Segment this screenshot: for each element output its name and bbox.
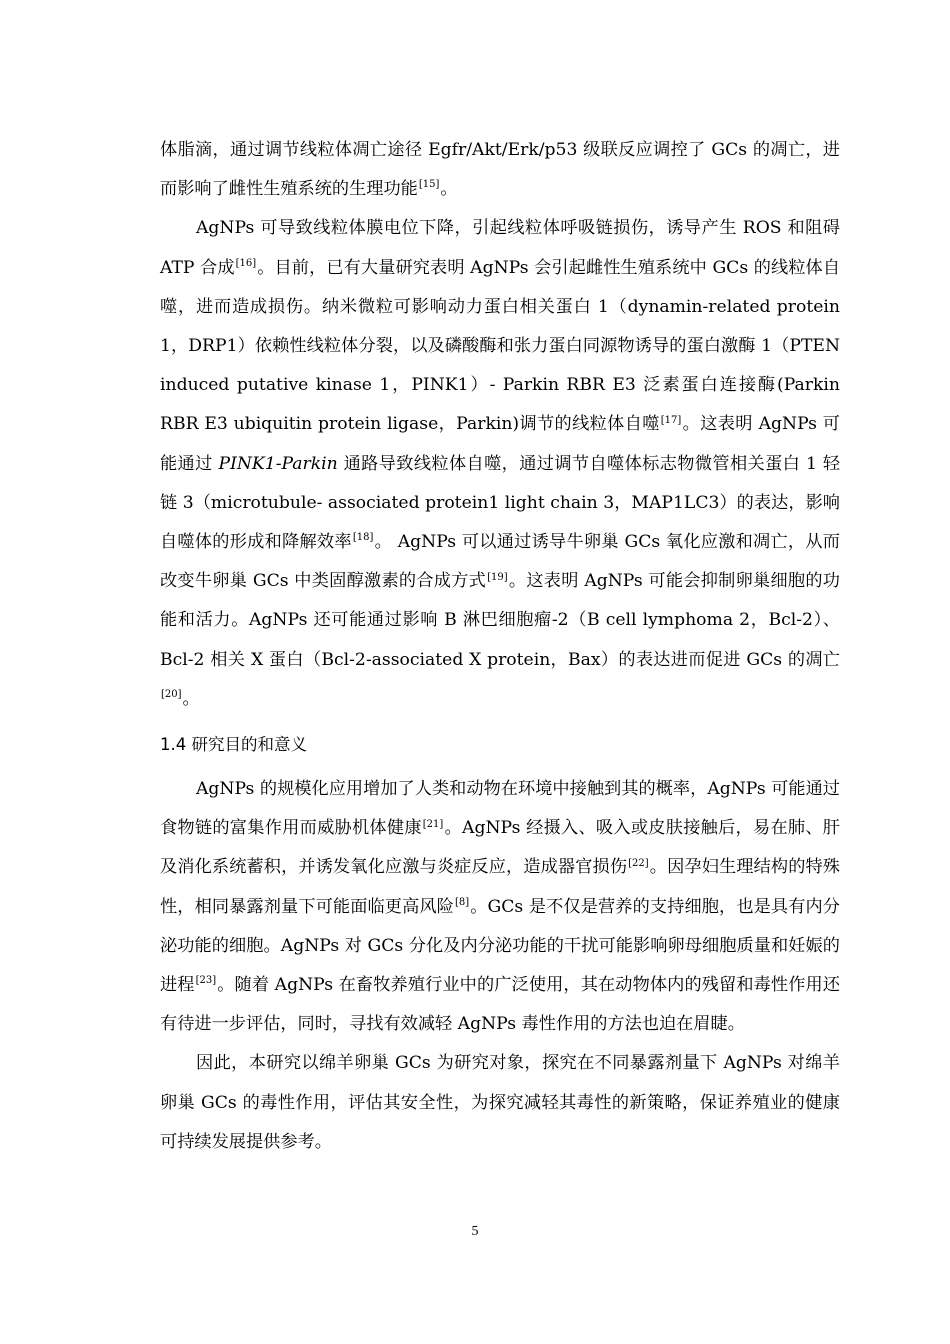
citation-16: [16] [235,257,257,269]
citation-8: [8] [454,896,470,908]
citation-22: [22] [628,857,649,869]
text: 。这表明 AgNPs 可能会抑制卵巢细胞的功能和活力。AgNPs 还可能通过影响 B 淋巴细胞瘤-2（B cell lymphoma 2，Bcl-2）、Bcl-2 相关 X 蛋白（Bcl-2-associated X protein，Bax）的表达进而促进 GCs 的凋亡 [160,571,840,670]
text: 。AgNPs 经摄入、吸入或皮肤接触后，易在肺、肝及消化系统蓄积，并诱发氧化应激与炎症反应，造成器官损伤 [160,818,840,878]
text: 。GCs 是不仅是营养的支持细胞，也是具有内分泌功能的细胞。AgNPs 对 GCs 分化及内分泌功能的干扰可能影响卵母细胞质量和妊娠的进程 [160,896,840,996]
text: 。 AgNPs 可以通过诱导牛卵巢 GCs 氧化应激和凋亡，从而改变牛卵巢 GCs 中类固醇激素的合成方式 [160,532,840,592]
paragraph-1 [160,131,840,209]
text: 因此，本研究以绵羊卵巢 GCs 为研究对象，探究在不同暴露剂量下 AgNPs 对绵羊卵巢 GCs 的毒性作用，评估其安全性，为探究减轻其毒性的新策略，保证养殖业的健康可持续发展提供参考。 [160,1053,840,1152]
citation-20: [20] [161,689,182,701]
paragraph-3 [160,770,840,1044]
text: 。这表明 AgNPs 可能通过 [160,414,840,474]
text: 通路导致线粒体自噬，通过调节自噬体标志物微管相关蛋白 1 轻链 3（microtubule- associated protein1 light chain 3，MAP1LC3）的表达，影响自噬体的形成和降解效率 [160,453,841,553]
paragraph-4 [160,1044,840,1162]
section-heading: 1.4 研究目的和意义 [160,735,307,755]
page-number: 5 [471,1224,479,1239]
paragraph-2 [160,209,840,719]
citation-21: [21] [422,818,444,830]
text: 。随着 AgNPs 在畜牧养殖行业中的广泛使用，其在动物体内的残留和毒性作用还有待进一步评估，同时，寻找有效减轻 AgNPs 毒性作用的方法也迫在眉睫。 [160,975,840,1035]
text: 体脂滴，通过调节线粒体凋亡途径 Egfr/Akt/Erk/p53 级联反应调控了 GCs 的凋亡，进而影响了雌性生殖系统的生理功能 [160,140,840,200]
citation-18: [18] [352,532,374,544]
citation-17: [17] [660,414,682,426]
text: 。 [440,179,458,200]
text: AgNPs 可导致线粒体膜电位下降，引起线粒体呼吸链损伤，诱导产生 ROS 和阻碍 ATP 合成 [160,218,840,278]
text: 。因孕妇生理结构的特殊性，相同暴露剂量下可能面临更高风险 [160,857,840,917]
citation-23: [23] [195,975,217,987]
text: AgNPs 的规模化应用增加了人类和动物在环境中接触到其的概率，AgNPs 可能通过食物链的富集作用而威胁机体健康 [160,779,840,839]
citation-15: [15] [418,179,440,191]
gene-name-italic: PINK1-Parkin [218,453,338,474]
text: 。 [182,688,200,709]
text: 。目前，已有大量研究表明 AgNPs 会引起雌性生殖系统中 GCs 的线粒体自噬，进而造成损伤。纳米微粒可影响动力蛋白相关蛋白 1（dynamin-related protein 1，DRP1）依赖性线粒体分裂，以及磷酸酶和张力蛋白同源物诱导的蛋白激酶 1（PTEN induced putative kinase 1，PINK1）- Parkin RBR E3 泛素蛋白连接酶(Parkin RBR E3 ubiquitin protein ligase，Parkin)调节的线粒体自噬 [160,257,841,435]
citation-19: [19] [487,571,508,583]
body-text [160,131,840,1162]
